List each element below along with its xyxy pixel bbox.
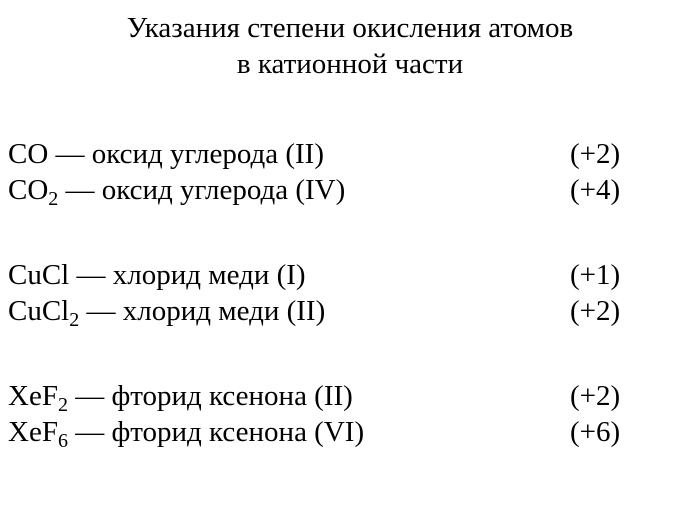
compound-formula: CO [8, 138, 49, 170]
compound-row [8, 172, 698, 208]
compound-row [8, 378, 698, 414]
compound-formula: CuCl [8, 259, 70, 291]
title-line-1: Указания степени окисления атомов [126, 12, 574, 44]
oxidation-state: (+2) [570, 295, 621, 327]
compound-name: — хлорид меди (I) [69, 259, 306, 291]
compound-row [8, 414, 698, 450]
slide-title [0, 10, 700, 82]
compound-name: — оксид углерода (II) [48, 138, 324, 170]
oxidation-state: (+2) [570, 138, 621, 170]
compound-name: — фторид ксенона (VI) [67, 416, 365, 448]
compound-formula: $CO_2$ [8, 174, 59, 210]
compound-formula: XeF$_2$ [8, 380, 68, 416]
compound-name: — оксид углерода (IV) [58, 174, 346, 206]
compound-name: — хлорид меди (II) [79, 295, 326, 327]
compound-name: — фторид ксенона (II) [67, 380, 353, 412]
compound-row [8, 293, 698, 329]
compound-formula: CuCl$_2$ [8, 295, 80, 331]
compound-list [8, 136, 698, 450]
oxidation-state: (+2) [570, 380, 621, 412]
oxidation-state: (+6) [570, 416, 621, 448]
oxidation-state: (+1) [570, 259, 621, 291]
compound-row [8, 257, 698, 293]
compound-row [8, 136, 698, 172]
compound-formula: XeF$_6$ [8, 416, 68, 452]
title-line-2: в катионной части [236, 48, 464, 80]
oxidation-state: (+4) [570, 174, 621, 206]
